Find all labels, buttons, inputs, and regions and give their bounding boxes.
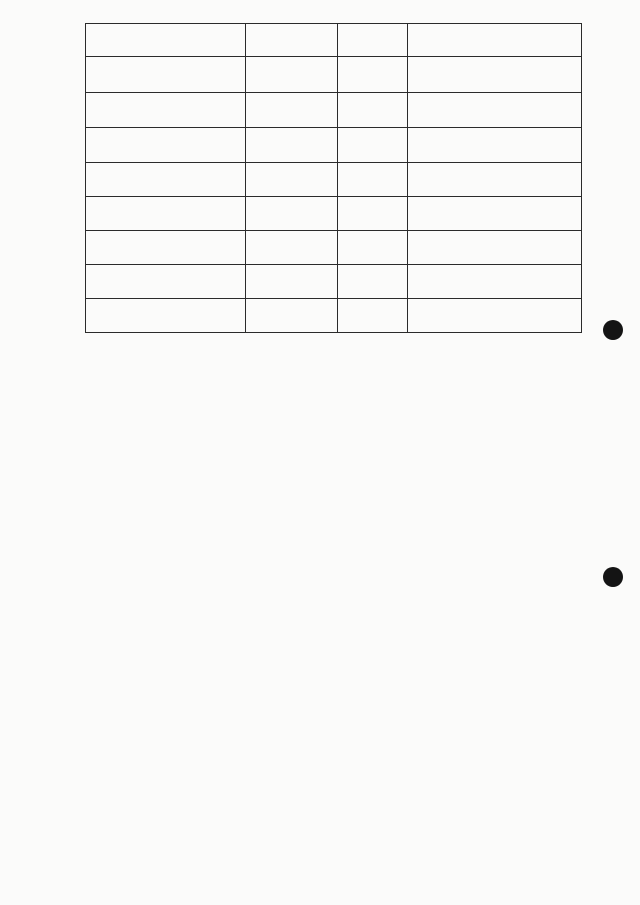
cell-note (408, 299, 582, 333)
table-row (86, 265, 582, 299)
cell-note (408, 57, 582, 93)
cell-value (338, 163, 408, 197)
cell-name (86, 265, 246, 299)
cell-note (408, 163, 582, 197)
cell-name (86, 197, 246, 231)
table-row (86, 57, 582, 93)
norms-table (85, 23, 582, 333)
cell-unit (246, 57, 338, 93)
header-value (338, 24, 408, 57)
cell-unit (246, 299, 338, 333)
cell-name (86, 93, 246, 128)
cell-name (86, 163, 246, 197)
cell-value (338, 299, 408, 333)
table-row (86, 197, 582, 231)
cell-name (86, 231, 246, 265)
punch-hole-top (603, 320, 623, 340)
cell-unit (246, 128, 338, 163)
cell-note (408, 231, 582, 265)
cell-unit (246, 231, 338, 265)
table-row (86, 128, 582, 163)
table-row (86, 299, 582, 333)
cell-value (338, 128, 408, 163)
cell-name (86, 57, 246, 93)
table-row (86, 231, 582, 265)
cell-note (408, 197, 582, 231)
table-row (86, 163, 582, 197)
cell-unit (246, 93, 338, 128)
cell-unit (246, 163, 338, 197)
cell-note (408, 128, 582, 163)
cell-unit (246, 197, 338, 231)
header-note (408, 24, 582, 57)
table-header-row (86, 24, 582, 57)
punch-hole-bottom (603, 567, 623, 587)
cell-note (408, 93, 582, 128)
header-unit (246, 24, 338, 57)
cell-value (338, 57, 408, 93)
cell-note (408, 265, 582, 299)
cell-name (86, 128, 246, 163)
cell-unit (246, 265, 338, 299)
table-row (86, 93, 582, 128)
cell-value (338, 93, 408, 128)
cell-name (86, 299, 246, 333)
cell-value (338, 197, 408, 231)
cell-value (338, 265, 408, 299)
header-name (86, 24, 246, 57)
cell-value (338, 231, 408, 265)
